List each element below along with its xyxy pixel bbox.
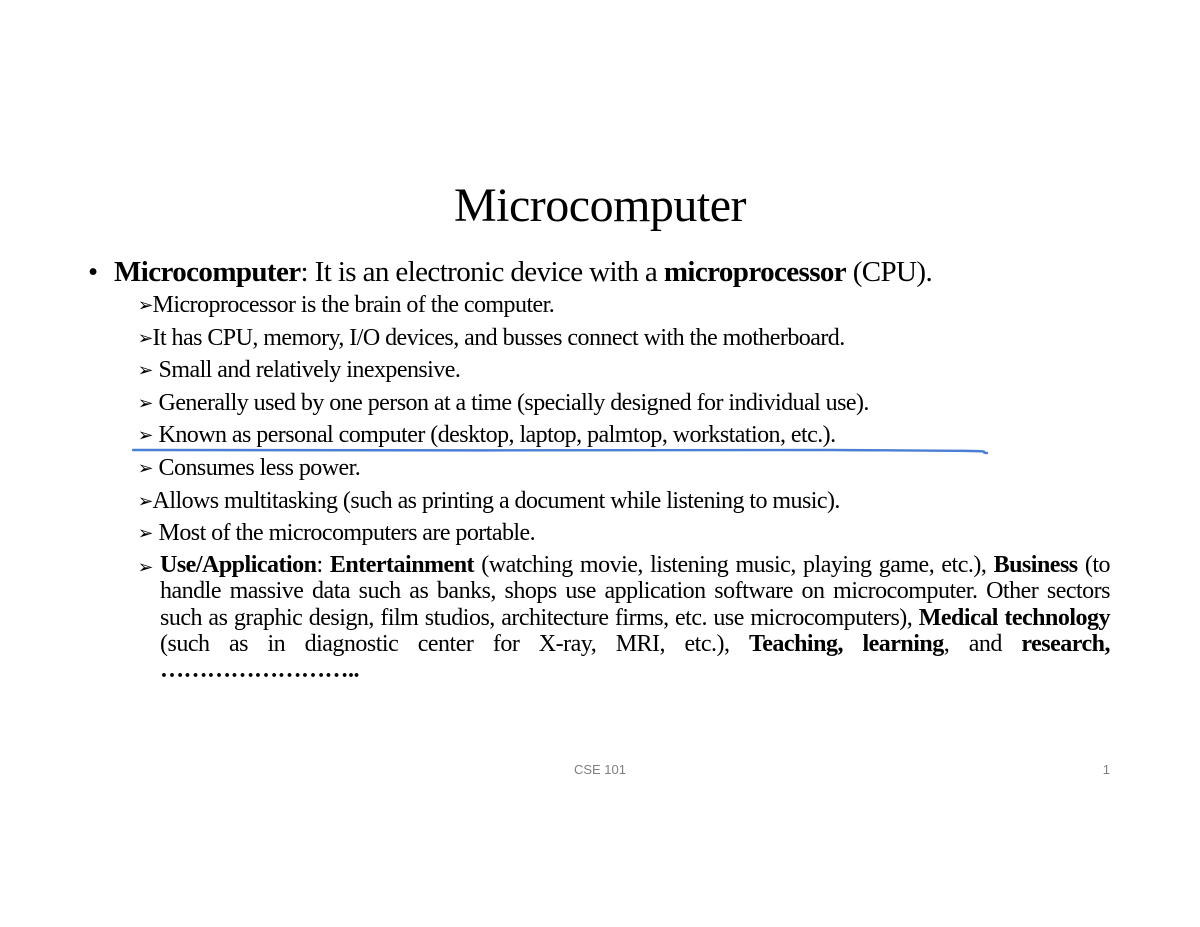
- arrow-bullet-icon: ➢: [137, 556, 153, 578]
- list-item-text: Known as personal computer (desktop, laptop, palmtop, workstation, etc.).: [158, 422, 836, 449]
- bullet-dot: •: [88, 256, 98, 288]
- comma: ,: [837, 630, 863, 657]
- entertainment-text: (watching movie, listening music, playing game, etc.),: [474, 551, 994, 578]
- term-microprocessor: microprocessor: [663, 256, 847, 288]
- and-text: , and: [943, 630, 1022, 657]
- list-item: [138, 517, 1110, 550]
- footer-course: CSE 101: [573, 762, 627, 777]
- list-item-text: It has CPU, memory, I/O devices, and busses connect with the motherboard.: [152, 324, 845, 351]
- arrow-bullet-icon: ➢: [137, 490, 153, 512]
- term-medical-technology: Medical technology: [918, 604, 1110, 631]
- list-item: [138, 322, 1110, 355]
- list-item-text: Small and relatively inexpensive.: [158, 357, 461, 384]
- main-bullet: [88, 253, 1128, 291]
- medical-text: (such as in diagnostic center for X-ray, MRI, etc.),: [160, 630, 749, 657]
- definition-text-end: (CPU).: [846, 256, 933, 288]
- definition-text: : It is an electronic device with a: [300, 256, 664, 288]
- sub-point-list: [138, 289, 1110, 684]
- application-paragraph: [138, 552, 1110, 684]
- term-research: research, ……………………..: [160, 630, 1110, 684]
- term-business: Business: [993, 551, 1078, 578]
- arrow-bullet-icon: ➢: [137, 425, 153, 447]
- term-learning: learning: [862, 630, 944, 657]
- arrow-bullet-icon: ➢: [137, 457, 153, 479]
- list-item-text: Most of the microcomputers are portable.: [158, 520, 536, 547]
- arrow-bullet-icon: ➢: [137, 392, 153, 414]
- slide-title: Microcomputer: [453, 179, 747, 232]
- business-text: (to handle massive data such as banks, shops use application software on microcomputer. Other sectors such as graphic design, film studios, architecture firms, etc. use microcomputers),: [160, 551, 1110, 631]
- list-item-text: Allows multitasking (such as printing a document while listening to music).: [152, 487, 840, 514]
- term-entertainment: Entertainment: [329, 551, 475, 578]
- list-item-text: Microprocessor is the brain of the computer.: [152, 292, 555, 318]
- list-item: [138, 354, 1110, 387]
- arrow-bullet-icon: ➢: [137, 523, 153, 545]
- list-item-text: Consumes less power.: [158, 454, 361, 481]
- underlined-text: [159, 419, 836, 452]
- list-item-underlined: [138, 419, 1110, 452]
- application-label: Use/Application: [160, 551, 317, 578]
- list-item: [138, 387, 1110, 420]
- footer-page-number: 1: [1102, 762, 1110, 777]
- list-item: [138, 289, 1110, 322]
- list-item-text: Generally used by one person at a time (specially designed for individual use).: [158, 389, 869, 416]
- arrow-bullet-icon: ➢: [137, 360, 153, 382]
- list-item: [138, 452, 1110, 485]
- arrow-bullet-icon: ➢: [137, 327, 153, 349]
- application-sep: :: [316, 551, 330, 578]
- term-teaching: Teaching: [748, 630, 838, 657]
- arrow-bullet-icon: ➢: [137, 295, 153, 316]
- list-item: [138, 485, 1110, 518]
- term-microcomputer: Microcomputer: [114, 256, 301, 288]
